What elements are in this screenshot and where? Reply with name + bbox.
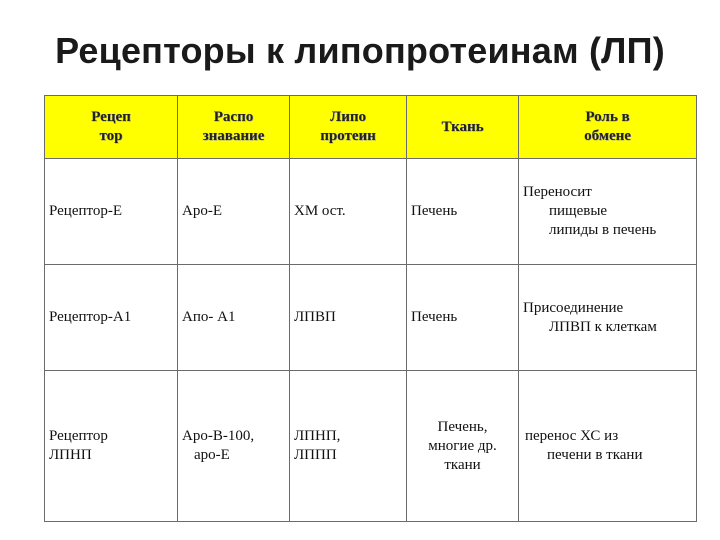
table-row [45,159,697,265]
cell-lipoprotein [290,371,407,522]
cell-lipoprotein-line2: ЛППП [294,447,337,463]
header-recognition-line2: знавание [202,128,265,144]
cell-role-line3: липиды в печень [549,222,657,238]
header-tissue-line1: Ткань [441,118,484,135]
cell-tissue-text: Печень [411,203,458,219]
cell-tissue-text: Печень [411,309,458,325]
cell-tissue-line1: Печень, [437,418,488,435]
cell-role-line2: ЛПВП к клеткам [549,318,657,335]
header-receptor-line2: тор [99,128,123,144]
cell-receptor-text: Рецептор-Е [49,203,123,219]
header-recognition-line1: Распо [213,109,254,125]
cell-receptor-text: Рецептор-А1 [49,309,132,325]
cell-recognition-line2: apo-E [194,447,230,463]
slide-title: Рецепторы к липопротеинам (ЛП) [55,30,665,71]
cell-tissue-line3: ткани [444,456,481,473]
header-role-line2: обмене [584,128,631,144]
cell-recognition-line1: Apo-B-100, [182,428,255,444]
cell-recognition-text: Апо- А1 [182,309,236,325]
cell-receptor [45,371,178,522]
cell-tissue [407,371,519,522]
header-lipoprotein-line2: протеин [320,128,376,144]
cell-receptor-line1: Рецептор [49,428,108,444]
cell-role [519,371,697,522]
cell-lipoprotein-line1: ЛПНП, [294,428,341,444]
cell-tissue-line2: многие др. [428,437,497,454]
header-lipoprotein [290,96,407,159]
header-role [519,96,697,159]
cell-lipoprotein [290,159,407,265]
lipoprotein-receptors-table [44,95,697,522]
cell-lipoprotein-text: ЛПВП [294,309,336,325]
cell-role [519,159,697,265]
cell-role-line1: перенос ХС из [525,428,619,444]
table-row [45,265,697,371]
cell-receptor [45,265,178,371]
header-lipoprotein-line1: Липо [330,109,366,125]
cell-recognition [178,265,290,371]
table-header-row [45,96,697,159]
header-role-line1: Роль в [585,109,630,125]
cell-lipoprotein-text: ХМ ост. [294,203,346,219]
cell-receptor-line2: ЛПНП [49,447,92,463]
cell-lipoprotein [290,265,407,371]
header-tissue [407,96,519,159]
header-recognition [178,96,290,159]
table-row [45,371,697,522]
cell-recognition-text: Apo-E [182,203,222,219]
cell-role-line1: Переносит [523,184,592,200]
cell-recognition [178,371,290,522]
header-receptor [45,96,178,159]
cell-role-line2: печени в ткани [547,447,643,463]
cell-role-line1: Присоединение [523,299,624,316]
cell-role-line2: пищевые [549,203,608,219]
cell-receptor [45,159,178,265]
header-receptor-line1: Рецеп [91,109,131,125]
cell-tissue [407,265,519,371]
cell-recognition [178,159,290,265]
cell-role [519,265,697,371]
cell-tissue [407,159,519,265]
